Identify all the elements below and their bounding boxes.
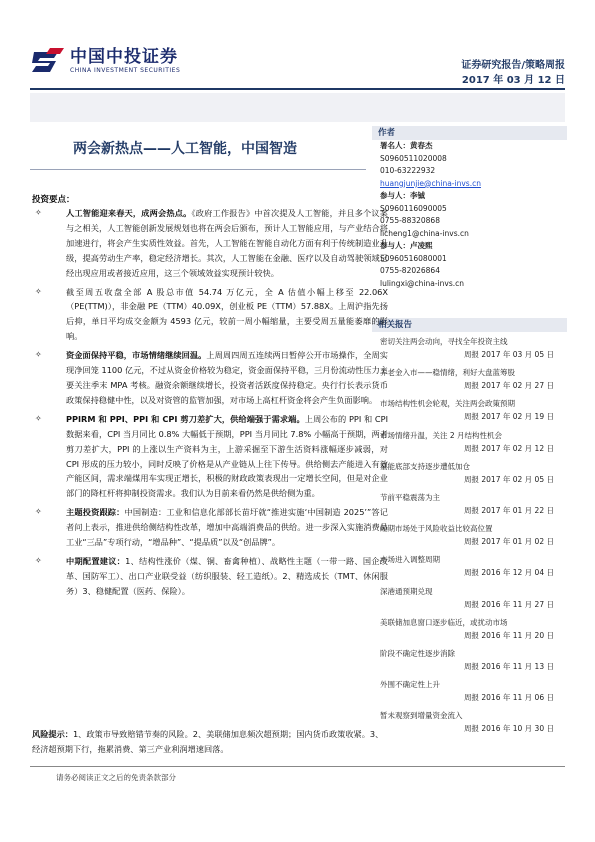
related-item-title: 养老金入市——稳情绪，利好大盘蓝筹股	[380, 368, 515, 378]
related-item[interactable]	[372, 522, 567, 553]
bullet-diamond-icon: ✧	[35, 413, 42, 423]
bullet-text: 《政府工作报告》中首次提及人工智能，并且多个议案与之相关，人工智能创新发展规划也将在两会后颁布，预计人工智能应用，与产业结合将加速进行，将会产生实质性效益。首先，人工智能在智能自动化方面有利于传统制造业升级，提高劳动生产率，稳定经济增长。其次，人工智能在金融、医疗以及自动驾驶领域已经出现应用或者接近应用，这三个领域效益实现预计较快。	[66, 208, 388, 278]
author-line: 0755-88320868	[380, 216, 440, 225]
related-item[interactable]	[372, 553, 567, 584]
bullet-text: 中国制造：工业和信息化部部长苗圩就“推进实施‘中国制造 2025’”答记者问上表示，推进供给侧结构性改革，增加中高端消费品的供给。进一步深入实施消费品工业“三品”专项行动，“增品种”、“提品质”以及“创品牌”。	[66, 507, 388, 548]
footer-disclaimer: 请务必阅读正文之后的免责条款部分	[56, 773, 176, 782]
related-item[interactable]	[372, 460, 567, 491]
bullet-lead: PPIRM 和 PPI、PPI 和 CPI 剪刀差扩大，供给端强于需求端。	[66, 413, 305, 424]
author-line: S0960511020008	[380, 153, 447, 163]
related-item-date: 周报 2017 年 01 月 02 日	[464, 537, 554, 547]
author-line: lulingxi@china-invs.cn	[380, 278, 465, 288]
related-item-date: 周报 2017 年 02 月 12 日	[464, 443, 554, 453]
bullet-text: 截至周五收盘全部 A 股总市值 54.74 万亿元，全 A 估值小幅上移至 22.06X（PE(TTM)），非金融 PE（TTM）40.09X，创业板 PE（TTM）57.88X。上周沪指先扬后抑，单日平均成交金额为 4593 亿元，较前一周小幅缩量，主要受周五量能萎靡的影响。	[66, 286, 388, 342]
bullet-lead: 人工智能迎来春天，成两会热点。	[66, 208, 192, 218]
author-panel	[372, 126, 567, 290]
related-item-title: 市场结构性机会轮观，关注两会政策预期	[380, 399, 515, 409]
invest-bullet	[32, 206, 388, 281]
risk-text: 1、政策市导致赔错节奏的风险。2、美联储加息频次超预期；国内货币政策收紧。3、经济超预期下行，拖累消费、第三产业利润增速回落。	[32, 729, 384, 754]
related-item[interactable]	[372, 491, 567, 522]
author-line: 参与人：卢凌熙	[380, 241, 433, 250]
bullet-diamond-icon: ✧	[35, 507, 42, 517]
header-divider	[30, 88, 565, 90]
author-heading: 作者	[372, 126, 567, 140]
related-item-title: 美联储加息窗口逐步临近，或扰动市场	[380, 617, 508, 627]
invest-bullet	[32, 554, 388, 599]
invest-bullet	[32, 505, 388, 550]
report-type: 证券研究报告/策略周报	[461, 60, 565, 71]
related-item-date: 周报 2017 年 01 月 22 日	[464, 505, 554, 515]
related-item-date: 周报 2017 年 03 月 05 日	[464, 350, 554, 359]
related-item[interactable]	[372, 429, 567, 460]
bullet-text: 上周公布的 PPI 和 CPI 数据来看，CPI 当月同比 0.8% 大幅低于预期，PPI 当月同比 7.8% 小幅高于预期，两者剪刀差扩大，PPI 的上涨以生产资料为主，上游采掘至下游生活资料涨幅逐步减弱，对 CPI 形成的压力较小，同时反映了价格是从产业链从上往下传导。供给侧去产能进入有效产能区间，需求端煤用车实现正增长，积极的财政政策表现出一定增长空间，但是对企业部门的降杠杆将抑制投资需求。我们认为目前来看仍然是供给侧为重。	[66, 413, 389, 499]
related-item-title: 暂未观察到增量资金流入	[380, 711, 463, 721]
related-item-date: 周报 2017 年 02 月 27 日	[464, 381, 554, 391]
company-logo	[30, 46, 180, 76]
related-item-title: 市场情绪升温，关注 2 月结构性机会	[380, 430, 503, 440]
bullet-lead: 主题投资跟踪：	[66, 507, 125, 518]
bullet-diamond-icon: ✧	[35, 350, 42, 360]
related-item[interactable]	[372, 585, 567, 616]
related-item-date: 周报 2017 年 02 月 05 日	[464, 474, 554, 484]
bullet-lead: 资金面保持平稳，市场情绪继续回温。	[66, 350, 207, 361]
related-item-date: 周报 2016 年 11 月 13 日	[464, 661, 554, 671]
invest-bullet	[32, 285, 388, 345]
header-band	[30, 93, 565, 122]
related-item-title: 阶段不确定性逐步消除	[380, 648, 455, 658]
related-item-date: 周报 2016 年 10 月 30 日	[464, 724, 554, 734]
invest-bullet	[32, 412, 388, 501]
related-item[interactable]	[372, 709, 567, 740]
risk-lead: 风险提示：	[32, 729, 73, 739]
related-item-title: 密切关注两会动向，寻找全年投资主线	[380, 337, 508, 346]
related-item-title: 市场进入调整周期	[380, 555, 440, 565]
page-title: 两会新热点——人工智能，中国智造	[73, 141, 297, 157]
invest-bullet	[32, 348, 388, 408]
logo-text-en: CHINA INVESTMENT SECURITIES	[70, 67, 181, 74]
author-line: S0960116090005	[380, 203, 447, 213]
bullet-lead: 中期配置建议：	[66, 555, 126, 566]
related-list	[372, 335, 567, 740]
logo-text-cn: 中国中投证券	[70, 47, 178, 67]
author-line: 参与人：李铖	[380, 191, 425, 200]
logo-mark-icon	[30, 46, 64, 76]
related-item-title: 外围不确定性上升	[380, 680, 440, 690]
author-email-link[interactable]: huangjunjie@china-invs.cn	[380, 178, 481, 188]
related-item[interactable]	[372, 647, 567, 678]
related-item-date: 周报 2016 年 12 月 04 日	[464, 568, 554, 578]
title-divider	[30, 169, 366, 170]
related-item-title: 节前平稳震荡为主	[380, 492, 440, 502]
related-item-date: 周报 2016 年 11 月 20 日	[464, 630, 554, 640]
invest-bullets	[32, 206, 388, 603]
related-item[interactable]	[372, 397, 567, 428]
bullet-text: 上周周四周五连续两日暂停公开市场操作，全周实现净回笼 1100 亿元，不过从资金价格较为稳定，资金面保持平稳，三月份流动性压力主要关注季末 MPA 考核。融资余额继续增长，投资者活跃度保持稳定。央行行长表示货币政策保持稳健中性，以及对资管的监管加强，对市场上高杠杆资金将会产生负面影响。	[66, 350, 388, 405]
risk-paragraph	[32, 727, 388, 757]
related-item[interactable]	[372, 366, 567, 397]
footer-divider	[30, 766, 565, 767]
author-lines	[372, 140, 567, 290]
bullet-diamond-icon: ✧	[35, 208, 42, 217]
report-date: 2017 年 03 月 12 日	[461, 75, 565, 86]
bullet-diamond-icon: ✧	[35, 286, 42, 296]
author-line: licheng1@china-invs.cn	[380, 228, 469, 238]
related-item[interactable]	[372, 335, 567, 366]
bullet-diamond-icon: ✧	[35, 555, 42, 565]
bullet-text: 1、结构性涨价（煤、铜、畜禽种植）、战略性主题（一带一路、国企改革、国防军工）、出口产业联受益（纺织服装、轻工造纸）。2、精选成长（TMT、休闲服务）3、稳健配置（医药、保险）。	[66, 555, 388, 596]
related-item[interactable]	[372, 678, 567, 709]
related-item-date: 周报 2016 年 11 月 06 日	[464, 693, 554, 703]
related-item-title: 量能底部支持逐步遭低加仓	[380, 461, 470, 471]
related-item-title: 深港通预期兑现	[380, 586, 433, 596]
related-item-title: 短期市场处于风险收益比较高位置	[380, 524, 493, 534]
author-line: 010-63222932	[380, 166, 436, 175]
related-heading: 相关报告	[372, 318, 567, 332]
related-item[interactable]	[372, 616, 567, 647]
related-item-date: 周报 2016 年 11 月 27 日	[464, 599, 554, 609]
author-line: S0960516080001	[380, 253, 447, 263]
author-line: 0755-82026864	[380, 266, 440, 275]
related-item-date: 周报 2017 年 02 月 19 日	[464, 412, 554, 422]
author-line: 署名人：黄春杰	[380, 141, 433, 150]
invest-heading: 投资要点：	[32, 195, 75, 205]
